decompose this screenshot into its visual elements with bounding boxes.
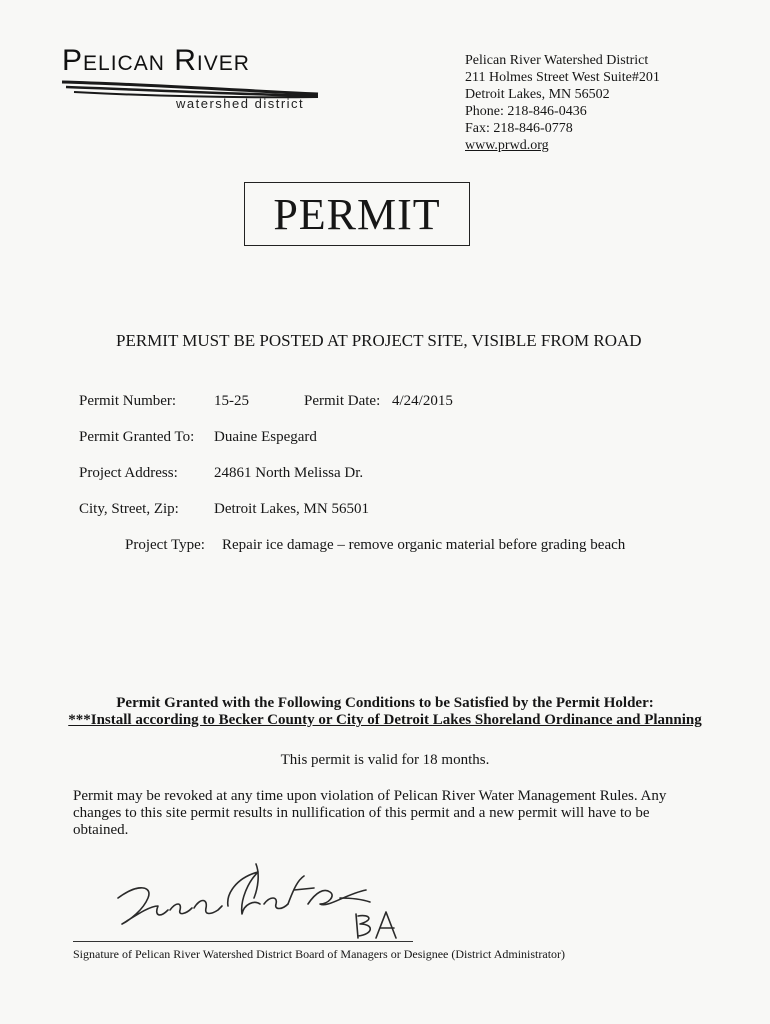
signature-label: Signature of Pelican River Watershed District Board of Managers or Designee (District Administrator) bbox=[73, 947, 566, 961]
signature-line bbox=[73, 941, 413, 942]
project-address-value: 24861 North Melissa Dr. bbox=[214, 465, 364, 481]
website-link[interactable]: www.prwd.org bbox=[465, 138, 549, 153]
logo-subtitle: watershed district bbox=[176, 96, 305, 111]
conditions-item: ***Install according to Becker County or City of Detroit Lakes Shoreland Ordinance and Planning bbox=[68, 712, 702, 728]
permit-title: PERMIT bbox=[273, 189, 441, 239]
address-line: Detroit Lakes, MN 56502 bbox=[465, 87, 610, 102]
permit-title-box bbox=[244, 182, 470, 246]
district-address bbox=[465, 52, 660, 154]
validity-statement: This permit is valid for 18 months. bbox=[280, 752, 490, 768]
granted-to-value: Duaine Espegard bbox=[214, 429, 317, 445]
conditions-heading: Permit Granted with the Following Conditions to be Satisfied by the Permit Holder: bbox=[116, 695, 654, 711]
project-type-label: Project Type: bbox=[125, 537, 205, 553]
city-zip-label: City, Street, Zip: bbox=[79, 501, 179, 517]
project-type-value: Repair ice damage – remove organic material before grading beach bbox=[222, 537, 626, 553]
handwritten-signature-icon bbox=[108, 858, 408, 944]
permit-number-label: Permit Number: bbox=[79, 393, 177, 409]
address-line: 211 Holmes Street West Suite#201 bbox=[465, 70, 660, 85]
city-zip-value: Detroit Lakes, MN 56501 bbox=[214, 501, 369, 517]
project-address-label: Project Address: bbox=[79, 465, 178, 481]
permit-number-value: 15-25 bbox=[214, 393, 249, 409]
logo-title: Pelican River bbox=[62, 44, 250, 77]
fax-line: Fax: 218-846-0778 bbox=[465, 121, 573, 136]
permit-date-label: Permit Date: bbox=[304, 393, 381, 409]
permit-date-value: 4/24/2015 bbox=[392, 393, 453, 409]
phone-line: Phone: 218-846-0436 bbox=[465, 104, 587, 119]
address-line: Pelican River Watershed District bbox=[465, 53, 649, 68]
granted-to-label: Permit Granted To: bbox=[79, 429, 195, 445]
posting-notice: PERMIT MUST BE POSTED AT PROJECT SITE, VISIBLE FROM ROAD bbox=[116, 331, 642, 350]
revocation-statement: Permit may be revoked at any time upon violation of Pelican River Water Management Rules. Any changes to this site permit results in nullification of this permit and a new permit will have to be obtained. bbox=[73, 788, 667, 838]
